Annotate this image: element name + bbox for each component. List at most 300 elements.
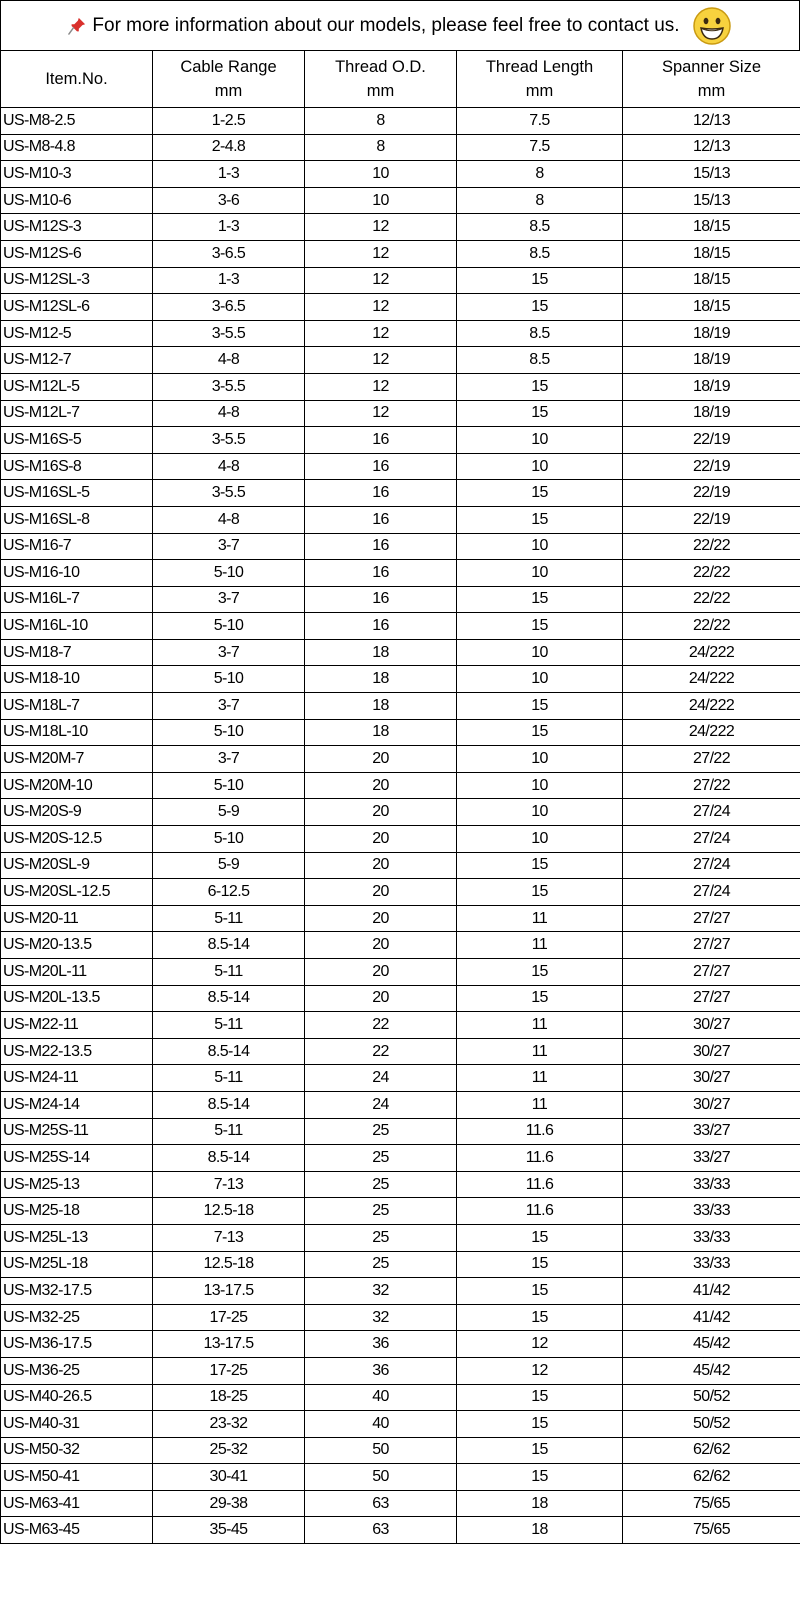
table-row: [1, 320, 800, 347]
cell-cable-range: 7-13: [153, 1224, 305, 1251]
table-row: [1, 506, 800, 533]
cell-thread-length: 15: [457, 879, 623, 906]
cell-item-no: US-M22-11: [1, 1012, 153, 1039]
cell-item-no: US-M40-26.5: [1, 1384, 153, 1411]
cell-spanner-size: 30/27: [623, 1091, 800, 1118]
cell-thread-od: 25: [305, 1251, 457, 1278]
cell-cable-range: 8.5-14: [153, 1145, 305, 1172]
cell-cable-range: 4-8: [153, 453, 305, 480]
cell-thread-od: 12: [305, 373, 457, 400]
cell-item-no: US-M25-13: [1, 1171, 153, 1198]
cell-thread-length: 7.5: [457, 108, 623, 135]
cell-spanner-size: 30/27: [623, 1012, 800, 1039]
cell-spanner-size: 75/65: [623, 1517, 800, 1544]
table-row: [1, 826, 800, 853]
cell-thread-length: 11: [457, 905, 623, 932]
table-row: [1, 1065, 800, 1092]
cell-item-no: US-M16-7: [1, 533, 153, 560]
cell-spanner-size: 27/24: [623, 799, 800, 826]
cell-thread-od: 20: [305, 985, 457, 1012]
cell-thread-length: 11.6: [457, 1171, 623, 1198]
table-row: [1, 1464, 800, 1491]
cell-thread-od: 18: [305, 693, 457, 720]
cell-item-no: US-M20L-13.5: [1, 985, 153, 1012]
cell-item-no: US-M22-13.5: [1, 1038, 153, 1065]
cell-thread-od: 16: [305, 586, 457, 613]
table-row: [1, 1331, 800, 1358]
cell-cable-range: 3-7: [153, 693, 305, 720]
cell-thread-od: 40: [305, 1411, 457, 1438]
cell-item-no: US-M20SL-9: [1, 852, 153, 879]
header-item-no: [1, 51, 153, 108]
table-row: [1, 1145, 800, 1172]
cell-thread-length: 15: [457, 586, 623, 613]
cell-spanner-size: 41/42: [623, 1278, 800, 1305]
cell-spanner-size: 15/13: [623, 187, 800, 214]
cell-thread-length: 8.5: [457, 214, 623, 241]
cell-item-no: US-M8-4.8: [1, 134, 153, 161]
cell-cable-range: 1-2.5: [153, 108, 305, 135]
table-row: [1, 560, 800, 587]
spec-table: [0, 50, 800, 1544]
cell-cable-range: 13-17.5: [153, 1278, 305, 1305]
cell-spanner-size: 33/27: [623, 1118, 800, 1145]
table-row: [1, 187, 800, 214]
cell-spanner-size: 22/19: [623, 427, 800, 454]
table-row: [1, 294, 800, 321]
cell-cable-range: 6-12.5: [153, 879, 305, 906]
cell-cable-range: 12.5-18: [153, 1251, 305, 1278]
cell-spanner-size: 15/13: [623, 161, 800, 188]
cell-spanner-size: 27/24: [623, 852, 800, 879]
cell-item-no: US-M24-14: [1, 1091, 153, 1118]
cell-spanner-size: 27/24: [623, 826, 800, 853]
cell-thread-od: 12: [305, 214, 457, 241]
cell-thread-length: 11.6: [457, 1145, 623, 1172]
cell-thread-od: 16: [305, 506, 457, 533]
cell-cable-range: 7-13: [153, 1171, 305, 1198]
cell-cable-range: 4-8: [153, 400, 305, 427]
cell-cable-range: 3-6.5: [153, 240, 305, 267]
cell-thread-od: 10: [305, 161, 457, 188]
cell-cable-range: 17-25: [153, 1357, 305, 1384]
header-label: Thread Length: [485, 58, 594, 76]
table-row: [1, 1278, 800, 1305]
table-row: [1, 772, 800, 799]
cell-thread-length: 18: [457, 1517, 623, 1544]
cell-thread-length: 15: [457, 373, 623, 400]
cell-item-no: US-M24-11: [1, 1065, 153, 1092]
cell-cable-range: 5-10: [153, 719, 305, 746]
table-row: [1, 108, 800, 135]
table-row: [1, 427, 800, 454]
cell-thread-od: 12: [305, 294, 457, 321]
cell-thread-length: 15: [457, 480, 623, 507]
cell-thread-od: 24: [305, 1065, 457, 1092]
table-row: [1, 746, 800, 773]
header-cable-range: [153, 51, 305, 108]
cell-cable-range: 29-38: [153, 1490, 305, 1517]
cell-item-no: US-M18-7: [1, 639, 153, 666]
cell-thread-length: 8.5: [457, 240, 623, 267]
cell-cable-range: 35-45: [153, 1517, 305, 1544]
cell-cable-range: 5-11: [153, 905, 305, 932]
table-row: [1, 1198, 800, 1225]
header-label: Item.No.: [45, 70, 108, 88]
cell-cable-range: 4-8: [153, 347, 305, 374]
cell-spanner-size: 27/27: [623, 959, 800, 986]
cell-cable-range: 5-11: [153, 1118, 305, 1145]
cell-thread-length: 10: [457, 453, 623, 480]
cell-thread-length: 8: [457, 161, 623, 188]
cell-item-no: US-M12S-3: [1, 214, 153, 241]
table-row: [1, 1012, 800, 1039]
cell-thread-length: 15: [457, 1384, 623, 1411]
cell-item-no: US-M16L-10: [1, 613, 153, 640]
cell-thread-od: 12: [305, 400, 457, 427]
cell-thread-od: 12: [305, 240, 457, 267]
cell-thread-od: 18: [305, 639, 457, 666]
cell-item-no: US-M40-31: [1, 1411, 153, 1438]
cell-thread-od: 16: [305, 533, 457, 560]
cell-cable-range: 5-9: [153, 852, 305, 879]
cell-thread-length: 10: [457, 560, 623, 587]
cell-cable-range: 8.5-14: [153, 1038, 305, 1065]
cell-item-no: US-M25-18: [1, 1198, 153, 1225]
cell-thread-length: 15: [457, 1251, 623, 1278]
table-row: [1, 666, 800, 693]
cell-item-no: US-M12-7: [1, 347, 153, 374]
cell-thread-od: 16: [305, 427, 457, 454]
cell-item-no: US-M63-45: [1, 1517, 153, 1544]
table-row: [1, 214, 800, 241]
cell-item-no: US-M16S-8: [1, 453, 153, 480]
cell-thread-length: 10: [457, 772, 623, 799]
cell-spanner-size: 62/62: [623, 1464, 800, 1491]
cell-cable-range: 25-32: [153, 1437, 305, 1464]
cell-spanner-size: 41/42: [623, 1304, 800, 1331]
cell-thread-length: 15: [457, 1304, 623, 1331]
cell-thread-length: 11: [457, 932, 623, 959]
cell-thread-od: 20: [305, 826, 457, 853]
cell-thread-length: 15: [457, 719, 623, 746]
cell-item-no: US-M16S-5: [1, 427, 153, 454]
cell-spanner-size: 22/19: [623, 453, 800, 480]
cell-thread-length: 7.5: [457, 134, 623, 161]
cell-thread-od: 10: [305, 187, 457, 214]
cell-cable-range: 17-25: [153, 1304, 305, 1331]
header-row: [1, 51, 800, 108]
cell-cable-range: 8.5-14: [153, 1091, 305, 1118]
table-row: [1, 373, 800, 400]
table-row: [1, 1091, 800, 1118]
cell-thread-od: 18: [305, 666, 457, 693]
cell-thread-od: 12: [305, 320, 457, 347]
cell-item-no: US-M16SL-5: [1, 480, 153, 507]
cell-item-no: US-M12S-6: [1, 240, 153, 267]
cell-cable-range: 30-41: [153, 1464, 305, 1491]
cell-item-no: US-M50-41: [1, 1464, 153, 1491]
cell-spanner-size: 12/13: [623, 134, 800, 161]
cell-cable-range: 3-7: [153, 586, 305, 613]
cell-cable-range: 5-11: [153, 1065, 305, 1092]
table-row: [1, 852, 800, 879]
cell-thread-od: 16: [305, 480, 457, 507]
cell-item-no: US-M10-3: [1, 161, 153, 188]
table-row: [1, 1118, 800, 1145]
grinning-face-icon: [692, 6, 732, 46]
header-label: Thread O.D.: [335, 58, 426, 76]
table-row: [1, 932, 800, 959]
table-row: [1, 639, 800, 666]
cell-cable-range: 8.5-14: [153, 932, 305, 959]
cell-cable-range: 5-9: [153, 799, 305, 826]
cell-cable-range: 13-17.5: [153, 1331, 305, 1358]
cell-cable-range: 3-7: [153, 533, 305, 560]
spec-table-body: [1, 108, 800, 1544]
cell-item-no: US-M36-25: [1, 1357, 153, 1384]
cell-item-no: US-M25L-13: [1, 1224, 153, 1251]
cell-thread-length: 11.6: [457, 1198, 623, 1225]
cell-spanner-size: 18/15: [623, 240, 800, 267]
contact-banner: [0, 0, 800, 50]
cell-item-no: US-M20-13.5: [1, 932, 153, 959]
cell-spanner-size: 33/33: [623, 1198, 800, 1225]
cell-thread-length: 15: [457, 1464, 623, 1491]
cell-item-no: US-M12L-5: [1, 373, 153, 400]
cell-item-no: US-M18L-7: [1, 693, 153, 720]
table-row: [1, 799, 800, 826]
cell-thread-length: 15: [457, 852, 623, 879]
cell-spanner-size: 50/52: [623, 1384, 800, 1411]
cell-cable-range: 3-6: [153, 187, 305, 214]
cell-thread-length: 11: [457, 1012, 623, 1039]
table-row: [1, 400, 800, 427]
cell-thread-length: 15: [457, 1411, 623, 1438]
cell-item-no: US-M32-25: [1, 1304, 153, 1331]
header-unit: mm: [697, 82, 726, 100]
cell-thread-od: 63: [305, 1517, 457, 1544]
table-row: [1, 1038, 800, 1065]
header-label: Spanner Size: [661, 58, 762, 76]
cell-thread-length: 10: [457, 666, 623, 693]
cell-item-no: US-M20M-10: [1, 772, 153, 799]
cell-item-no: US-M10-6: [1, 187, 153, 214]
cell-cable-range: 3-5.5: [153, 320, 305, 347]
cell-spanner-size: 22/22: [623, 533, 800, 560]
cell-spanner-size: 12/13: [623, 108, 800, 135]
cell-thread-length: 18: [457, 1490, 623, 1517]
cell-item-no: US-M20M-7: [1, 746, 153, 773]
cell-cable-range: 5-10: [153, 826, 305, 853]
cell-cable-range: 5-10: [153, 772, 305, 799]
cell-spanner-size: 33/33: [623, 1251, 800, 1278]
table-row: [1, 134, 800, 161]
cell-item-no: US-M18L-10: [1, 719, 153, 746]
header-spanner-size: [623, 51, 800, 108]
cell-item-no: US-M12SL-3: [1, 267, 153, 294]
cell-thread-od: 50: [305, 1464, 457, 1491]
cell-cable-range: 3-7: [153, 746, 305, 773]
table-row: [1, 959, 800, 986]
table-row: [1, 1251, 800, 1278]
cell-thread-od: 25: [305, 1145, 457, 1172]
table-row: [1, 586, 800, 613]
cell-thread-od: 20: [305, 746, 457, 773]
cell-spanner-size: 22/22: [623, 613, 800, 640]
cell-spanner-size: 45/42: [623, 1331, 800, 1358]
cell-cable-range: 5-11: [153, 1012, 305, 1039]
table-row: [1, 1384, 800, 1411]
table-row: [1, 879, 800, 906]
cell-cable-range: 3-6.5: [153, 294, 305, 321]
cell-thread-length: 15: [457, 693, 623, 720]
cell-thread-od: 32: [305, 1278, 457, 1305]
table-row: [1, 905, 800, 932]
cell-thread-od: 16: [305, 560, 457, 587]
cell-spanner-size: 45/42: [623, 1357, 800, 1384]
cell-cable-range: 1-3: [153, 214, 305, 241]
cell-thread-od: 20: [305, 905, 457, 932]
cell-thread-length: 15: [457, 959, 623, 986]
cell-spanner-size: 27/27: [623, 905, 800, 932]
cell-thread-od: 20: [305, 772, 457, 799]
cell-spanner-size: 27/22: [623, 746, 800, 773]
cell-thread-od: 63: [305, 1490, 457, 1517]
cell-thread-od: 16: [305, 613, 457, 640]
cell-thread-length: 15: [457, 613, 623, 640]
cell-spanner-size: 27/24: [623, 879, 800, 906]
cell-item-no: US-M50-32: [1, 1437, 153, 1464]
table-row: [1, 719, 800, 746]
cell-cable-range: 1-3: [153, 161, 305, 188]
cell-item-no: US-M18-10: [1, 666, 153, 693]
cell-thread-od: 32: [305, 1304, 457, 1331]
cell-thread-od: 22: [305, 1012, 457, 1039]
cell-thread-length: 15: [457, 400, 623, 427]
cell-cable-range: 5-11: [153, 959, 305, 986]
cell-thread-od: 12: [305, 267, 457, 294]
cell-cable-range: 1-3: [153, 267, 305, 294]
pushpin-icon: [68, 17, 86, 35]
cell-thread-length: 15: [457, 294, 623, 321]
cell-spanner-size: 18/15: [623, 267, 800, 294]
cell-thread-od: 8: [305, 134, 457, 161]
cell-cable-range: 3-5.5: [153, 373, 305, 400]
cell-item-no: US-M12-5: [1, 320, 153, 347]
cell-thread-length: 8: [457, 187, 623, 214]
cell-spanner-size: 24/222: [623, 639, 800, 666]
cell-thread-length: 10: [457, 427, 623, 454]
cell-item-no: US-M16-10: [1, 560, 153, 587]
cell-thread-length: 12: [457, 1357, 623, 1384]
cell-thread-length: 15: [457, 267, 623, 294]
cell-spanner-size: 18/19: [623, 347, 800, 374]
cell-item-no: US-M12SL-6: [1, 294, 153, 321]
cell-item-no: US-M20SL-12.5: [1, 879, 153, 906]
cell-thread-od: 36: [305, 1357, 457, 1384]
table-row: [1, 1517, 800, 1544]
cell-thread-od: 25: [305, 1171, 457, 1198]
cell-thread-od: 25: [305, 1198, 457, 1225]
cell-item-no: US-M20L-11: [1, 959, 153, 986]
cell-spanner-size: 27/27: [623, 985, 800, 1012]
cell-spanner-size: 50/52: [623, 1411, 800, 1438]
cell-thread-od: 22: [305, 1038, 457, 1065]
cell-spanner-size: 27/22: [623, 772, 800, 799]
cell-cable-range: 3-5.5: [153, 480, 305, 507]
cell-item-no: US-M25S-11: [1, 1118, 153, 1145]
cell-spanner-size: 30/27: [623, 1038, 800, 1065]
cell-item-no: US-M16L-7: [1, 586, 153, 613]
cell-thread-od: 20: [305, 879, 457, 906]
cell-spanner-size: 22/22: [623, 586, 800, 613]
cell-spanner-size: 33/27: [623, 1145, 800, 1172]
table-row: [1, 533, 800, 560]
cell-spanner-size: 62/62: [623, 1437, 800, 1464]
cell-item-no: US-M25L-18: [1, 1251, 153, 1278]
cell-item-no: US-M20S-9: [1, 799, 153, 826]
cell-thread-od: 20: [305, 932, 457, 959]
cell-cable-range: 8.5-14: [153, 985, 305, 1012]
cell-thread-od: 24: [305, 1091, 457, 1118]
cell-cable-range: 23-32: [153, 1411, 305, 1438]
cell-thread-od: 36: [305, 1331, 457, 1358]
cell-thread-od: 12: [305, 347, 457, 374]
cell-spanner-size: 18/19: [623, 400, 800, 427]
table-row: [1, 347, 800, 374]
cell-spanner-size: 33/33: [623, 1171, 800, 1198]
cell-item-no: US-M20S-12.5: [1, 826, 153, 853]
cell-thread-od: 40: [305, 1384, 457, 1411]
cell-cable-range: 3-7: [153, 639, 305, 666]
cell-cable-range: 4-8: [153, 506, 305, 533]
cell-cable-range: 5-10: [153, 613, 305, 640]
cell-spanner-size: 18/19: [623, 373, 800, 400]
cell-item-no: US-M63-41: [1, 1490, 153, 1517]
header-thread-length: [457, 51, 623, 108]
table-row: [1, 1437, 800, 1464]
table-row: [1, 1357, 800, 1384]
cell-thread-od: 18: [305, 719, 457, 746]
cell-spanner-size: 30/27: [623, 1065, 800, 1092]
cell-spanner-size: 18/15: [623, 294, 800, 321]
cell-item-no: US-M32-17.5: [1, 1278, 153, 1305]
cell-thread-length: 10: [457, 746, 623, 773]
table-row: [1, 1171, 800, 1198]
cell-spanner-size: 24/222: [623, 693, 800, 720]
cell-thread-od: 25: [305, 1224, 457, 1251]
header-thread-od: [305, 51, 457, 108]
cell-thread-length: 12: [457, 1331, 623, 1358]
table-row: [1, 1490, 800, 1517]
header-unit: mm: [214, 82, 243, 100]
header-unit: mm: [525, 82, 554, 100]
table-row: [1, 693, 800, 720]
cell-thread-length: 10: [457, 799, 623, 826]
table-row: [1, 240, 800, 267]
cell-thread-length: 15: [457, 1224, 623, 1251]
cell-cable-range: 5-10: [153, 560, 305, 587]
cell-spanner-size: 75/65: [623, 1490, 800, 1517]
cell-spanner-size: 22/19: [623, 480, 800, 507]
cell-thread-od: 50: [305, 1437, 457, 1464]
cell-thread-od: 8: [305, 108, 457, 135]
table-row: [1, 1224, 800, 1251]
cell-thread-length: 11: [457, 1065, 623, 1092]
cell-thread-length: 10: [457, 826, 623, 853]
cell-thread-od: 20: [305, 959, 457, 986]
